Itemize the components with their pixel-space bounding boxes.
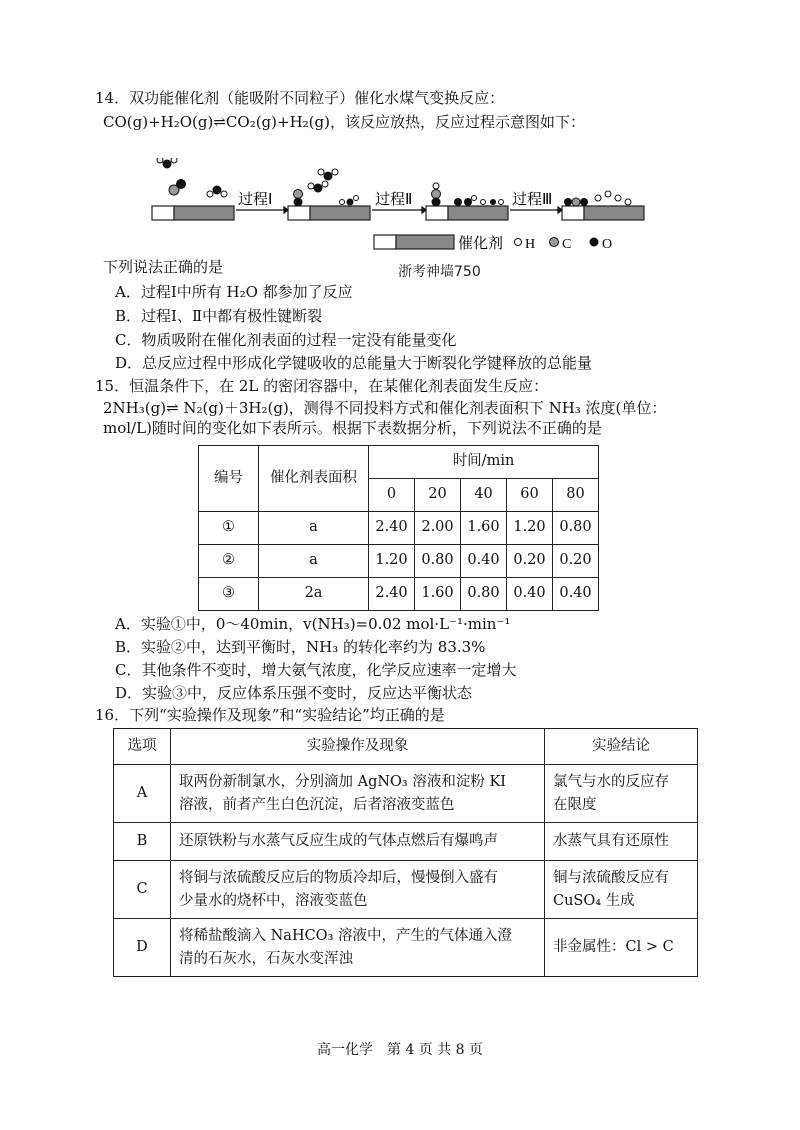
q14-option-d: D．总反应过程中形成化学键吸收的总能量大于断裂化学键释放的总能量	[115, 354, 593, 372]
hydrogen-icon	[515, 239, 522, 246]
row-id: ③	[199, 578, 259, 611]
cell: 1.60	[461, 512, 507, 545]
time-header: 20	[415, 479, 461, 512]
header-option: 选项	[114, 729, 171, 765]
oxygen-icon	[590, 238, 599, 247]
cell: 1.20	[369, 545, 415, 578]
row-option: C	[114, 861, 171, 919]
cell: 1.60	[415, 578, 461, 611]
table-row	[199, 578, 599, 611]
time-header: 60	[507, 479, 553, 512]
table-row	[114, 823, 698, 861]
co-molecule	[169, 179, 186, 195]
row-conclusion: 铜与浓硫酸反应有 CuSO₄ 生成	[545, 861, 698, 919]
row-area: a	[259, 545, 369, 578]
q14-equation: CO(g)+H₂O(g)⇌CO₂(g)+H₂(g)，该反应放热，反应过程示意图如下：	[103, 113, 585, 131]
row-conclusion: 水蒸气具有还原性	[545, 823, 698, 861]
q15-option-b: B．实验②中，达到平衡时，NH₃ 的转化率约为 83.3%	[115, 638, 486, 656]
process-3-label: 过程Ⅲ	[512, 192, 553, 208]
row-area: a	[259, 512, 369, 545]
q14-stem: 14．双功能催化剂（能吸附不同粒子）催化水煤气变换反应：	[95, 89, 505, 107]
q15-data-table	[198, 445, 599, 611]
header-operation: 实验操作及现象	[171, 729, 545, 765]
q15-stem: 15．恒温条件下，在 2L 的密闭容器中，在某催化剂表面发生反应：	[95, 377, 549, 395]
watermark: 浙考神墙750	[398, 264, 481, 280]
q15-line3: mol/L)随时间的变化如下表所示。根据下表数据分析，下列说法不正确的是	[103, 419, 602, 437]
process-2-label: 过程Ⅱ	[375, 192, 413, 208]
time-header: 40	[461, 479, 507, 512]
table-row	[114, 765, 698, 823]
row-operation: 取两份新制氯水，分别滴加 AgNO₃ 溶液和淀粉 KI 溶液，前者产生白色沉淀，后者溶液变蓝色	[171, 765, 545, 823]
q14-question: 下列说法正确的是	[103, 258, 224, 276]
row-operation: 将铜与浓硫酸反应后的物质冷却后，慢慢倒入盛有 少量水的烧杯中，溶液变蓝色	[171, 861, 545, 919]
catalyst-block-3	[426, 206, 508, 220]
table-row	[114, 861, 698, 919]
q15-line2: 2NH₃(g)⇌ N₂(g)＋3H₂(g)，测得不同投料方式和催化剂表面积下 NH₃ 浓度(单位：	[103, 399, 667, 417]
cell: 0.40	[507, 578, 553, 611]
catalyst-block-2	[288, 206, 370, 220]
row-conclusion: 氯气与水的反应存 在限度	[545, 765, 698, 823]
legend-c: C	[562, 237, 572, 252]
time-header: 0	[369, 479, 415, 512]
col-header-time: 时间/min	[369, 446, 599, 479]
q15-option-a: A．实验①中，0～40min，v(NH₃)=0.02 mol·L⁻¹·min⁻¹	[115, 615, 511, 633]
col-header-area: 催化剂表面积	[259, 446, 369, 512]
water-molecule-floating	[157, 158, 177, 169]
water-molecule-adsorbed	[207, 186, 227, 198]
process-1-label: 过程Ⅰ	[238, 192, 273, 208]
catalyst-block-1	[152, 206, 234, 220]
cell: 2.00	[415, 512, 461, 545]
q16-table	[113, 728, 698, 977]
row-conclusion: 非金属性：Cl > C	[545, 919, 698, 977]
cell: 0.40	[553, 578, 599, 611]
row-operation: 将稀盐酸滴入 NaHCO₃ 溶液中，产生的气体通入澄 清的石灰水，石灰水变浑浊	[171, 919, 545, 977]
header-conclusion: 实验结论	[545, 729, 698, 765]
row-operation: 还原铁粉与水蒸气反应生成的气体点燃后有爆鸣声	[171, 823, 545, 861]
row-option: B	[114, 823, 171, 861]
table-row	[114, 919, 698, 977]
cell: 0.80	[553, 512, 599, 545]
row-option: A	[114, 765, 171, 823]
diagram-legend	[372, 230, 672, 254]
cell: 1.20	[507, 512, 553, 545]
cell: 0.80	[461, 578, 507, 611]
q14-option-c: C．物质吸附在催化剂表面的过程一定没有能量变化	[115, 331, 457, 349]
legend-h: H	[525, 237, 536, 252]
cell: 0.40	[461, 545, 507, 578]
q15-option-d: D．实验③中，反应体系压强不变时，反应达平衡状态	[115, 684, 473, 702]
row-id: ②	[199, 545, 259, 578]
table-row	[199, 512, 599, 545]
cell: 0.20	[553, 545, 599, 578]
legend-catalyst: 催化剂	[458, 236, 504, 252]
legend-o: O	[602, 237, 613, 252]
cell: 0.20	[507, 545, 553, 578]
cell: 2.40	[369, 512, 415, 545]
time-header: 80	[553, 479, 599, 512]
carbon-icon	[550, 238, 559, 247]
cell: 0.80	[415, 545, 461, 578]
row-option: D	[114, 919, 171, 977]
row-area: 2a	[259, 578, 369, 611]
row-id: ①	[199, 512, 259, 545]
catalyst-block-4	[562, 206, 644, 220]
q14-option-a: A．过程Ⅰ中所有 H₂O 都参加了反应	[115, 283, 353, 301]
col-header-id: 编号	[199, 446, 259, 512]
cell: 2.40	[369, 578, 415, 611]
q16-stem: 16．下列“实验操作及现象”和“实验结论”均正确的是	[95, 706, 445, 724]
q14-option-b: B．过程Ⅰ、Ⅱ中都有极性键断裂	[115, 307, 323, 325]
q15-option-c: C．其他条件不变时，增大氨气浓度，化学反应速率一定增大	[115, 661, 517, 679]
table-row	[199, 545, 599, 578]
page-footer: 高一化学 第 4 页 共 8 页	[316, 1042, 484, 1058]
